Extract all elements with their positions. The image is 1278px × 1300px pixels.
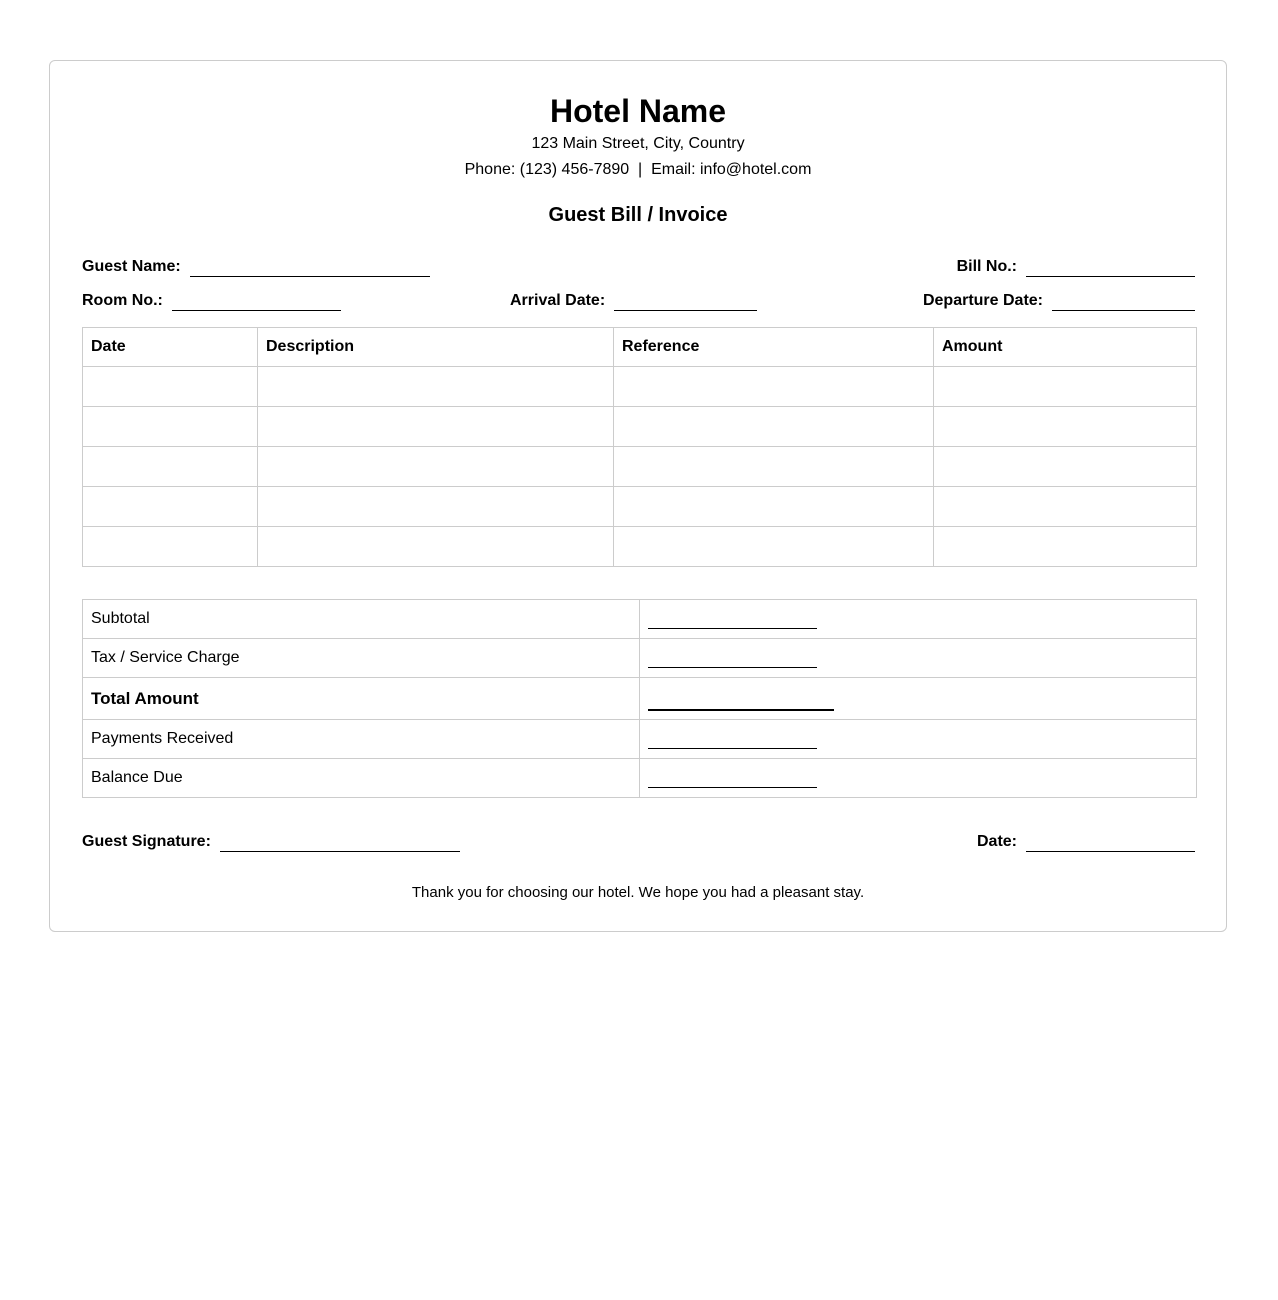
totals-row-payments (83, 720, 1197, 759)
subtotal-label: Subtotal (83, 600, 640, 639)
cell-date[interactable] (83, 487, 258, 527)
column-header-amount: Amount (934, 328, 1197, 367)
tax-label: Tax / Service Charge (83, 639, 640, 678)
column-header-date: Date (83, 328, 258, 367)
hotel-contact: Phone: (123) 456-7890 | Email: info@hotel.com (464, 161, 812, 178)
cell-date[interactable] (83, 527, 258, 567)
table-row (83, 407, 1197, 447)
signature-date-label: Date: (976, 833, 1017, 850)
cell-amount[interactable] (934, 447, 1197, 487)
cell-date[interactable] (83, 367, 258, 407)
balance-due-cell (640, 759, 1197, 798)
column-header-description: Description (258, 328, 614, 367)
cell-description[interactable] (258, 407, 614, 447)
tax-cell (640, 639, 1197, 678)
table-row (83, 447, 1197, 487)
payments-received-cell (640, 720, 1197, 759)
cell-description[interactable] (258, 447, 614, 487)
bill-no-input[interactable] (1026, 260, 1195, 277)
bill-no-field (957, 257, 1195, 277)
cell-amount[interactable] (934, 487, 1197, 527)
totals-row-total (83, 678, 1197, 720)
total-amount-cell (640, 678, 1197, 720)
cell-reference[interactable] (614, 447, 934, 487)
totals-row-subtotal (83, 600, 1197, 639)
column-header-reference: Reference (614, 328, 934, 367)
cell-reference[interactable] (614, 367, 934, 407)
table-row (83, 527, 1197, 567)
signature-date-input[interactable] (1026, 835, 1195, 852)
guest-signature-input[interactable] (220, 835, 460, 852)
room-no-field (82, 291, 341, 311)
balance-due-input[interactable] (648, 769, 817, 788)
hotel-name: Hotel Name (549, 93, 727, 129)
guest-name-label: Guest Name: (82, 258, 181, 275)
cell-description[interactable] (258, 487, 614, 527)
payments-received-input[interactable] (648, 730, 817, 749)
tax-input[interactable] (648, 649, 817, 668)
arrival-date-label: Arrival Date: (510, 292, 606, 309)
guest-signature-field (82, 832, 460, 852)
table-row (83, 487, 1197, 527)
arrival-date-input[interactable] (614, 294, 757, 311)
total-amount-input[interactable] (648, 691, 834, 711)
cell-amount[interactable] (934, 367, 1197, 407)
invoice-card (49, 60, 1227, 932)
cell-description[interactable] (258, 367, 614, 407)
totals-row-tax (83, 639, 1197, 678)
payments-received-label: Payments Received (83, 720, 640, 759)
bill-no-label: Bill No.: (956, 258, 1017, 275)
table-row (83, 367, 1197, 407)
document-title: Guest Bill / Invoice (548, 204, 728, 226)
room-no-input[interactable] (172, 294, 341, 311)
guest-signature-label: Guest Signature: (82, 833, 211, 850)
balance-due-label: Balance Due (83, 759, 640, 798)
hotel-address: 123 Main Street, City, Country (531, 135, 745, 152)
departure-date-field (923, 291, 1195, 311)
table-header-row (83, 328, 1197, 367)
thank-you-note: Thank you for choosing our hotel. We hope you had a pleasant stay. (411, 884, 865, 901)
cell-reference[interactable] (614, 527, 934, 567)
cell-amount[interactable] (934, 527, 1197, 567)
totals-row-balance (83, 759, 1197, 798)
departure-date-input[interactable] (1052, 294, 1195, 311)
cell-reference[interactable] (614, 407, 934, 447)
guest-name-input[interactable] (190, 260, 430, 277)
charges-table (82, 327, 1197, 567)
cell-date[interactable] (83, 407, 258, 447)
cell-amount[interactable] (934, 407, 1197, 447)
subtotal-cell (640, 600, 1197, 639)
subtotal-input[interactable] (648, 610, 817, 629)
totals-table (82, 599, 1197, 798)
cell-description[interactable] (258, 527, 614, 567)
cell-reference[interactable] (614, 487, 934, 527)
total-amount-label: Total Amount (83, 678, 640, 720)
guest-name-field (82, 257, 430, 277)
signature-date-field (977, 832, 1195, 852)
room-no-label: Room No.: (82, 292, 163, 309)
arrival-date-field (510, 291, 757, 311)
departure-date-label: Departure Date: (922, 292, 1043, 309)
cell-date[interactable] (83, 447, 258, 487)
